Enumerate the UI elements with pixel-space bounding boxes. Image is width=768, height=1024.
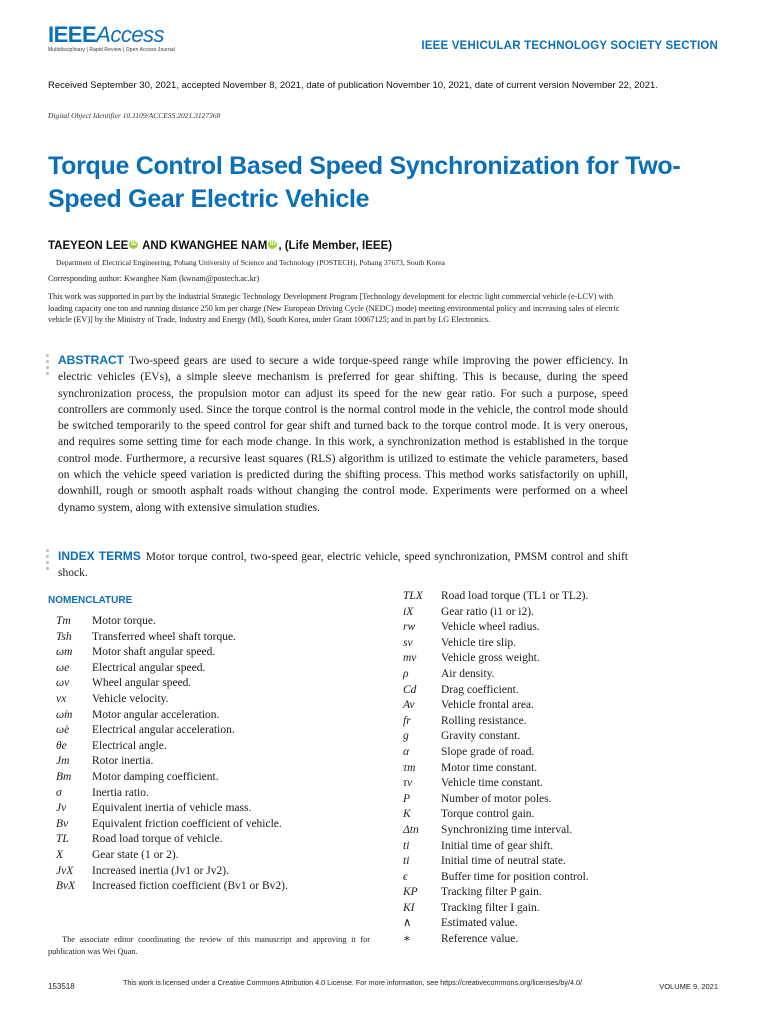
nomenclature-description: Slope grade of road. — [441, 745, 535, 758]
nomenclature-row — [403, 854, 589, 870]
nomenclature-symbol: ti — [403, 839, 410, 852]
nomenclature-symbol: K — [403, 808, 411, 821]
nomenclature-symbol: fr — [403, 714, 411, 727]
logo-tagline: Multidisciplinary | Rapid Review | Open Access Journal — [48, 47, 175, 53]
nomenclature-description: Equivalent friction coefficient of vehicle. — [92, 817, 282, 830]
nomenclature-symbol: ω̇m — [56, 708, 73, 721]
nomenclature-description: Gravity constant. — [441, 730, 521, 743]
nomenclature-description: Vehicle tire slip. — [441, 636, 517, 649]
nomenclature-row — [56, 630, 288, 646]
nomenclature-row — [403, 885, 589, 901]
nomenclature-row — [56, 754, 288, 770]
nomenclature-description: Tracking filter I gain. — [441, 901, 540, 914]
nomenclature-row — [403, 823, 589, 839]
nomenclature-row — [56, 614, 288, 630]
nomenclature-row — [403, 714, 589, 730]
nomenclature-description: Increased fiction coefficient (Bv1 or Bv2). — [92, 880, 288, 893]
nomenclature-row — [403, 620, 589, 636]
nomenclature-left-column — [56, 614, 288, 895]
funding-statement: This work was supported in part by the Industrial Strategic Technology Development Program [Technology development for electric light commercial vehicle (e-LCV) with loading capacity one ton and running distance 250 km per charge (New European Driving Cycle (NEDC) mode) meeting environmental policy and increasing sales of electric vehicle (EV)] by the Ministry of Trade, Industry and Energy (MI), South Korea, under Grant 10067125; and in part by LG Electronics. — [48, 292, 620, 324]
logo-wordmark: IEEEAccess — [48, 22, 165, 47]
publication-dates: Received September 30, 2021, accepted November 8, 2021, date of publication November 10, 2021, date of current version November 22, 2021. — [48, 80, 658, 91]
nomenclature-description: Synchronizing time interval. — [441, 823, 573, 836]
nomenclature-description: Motor torque. — [92, 615, 156, 627]
section-label: IEEE VEHICULAR TECHNOLOGY SOCIETY SECTION — [421, 40, 718, 52]
nomenclature-row — [403, 698, 589, 714]
nomenclature-symbol: TLX — [403, 590, 423, 602]
nomenclature-row — [56, 848, 288, 864]
nomenclature-description: Drag coefficient. — [441, 683, 519, 696]
nomenclature-symbol: α — [403, 745, 410, 758]
nomenclature-row — [403, 901, 589, 917]
author-conjunction: AND — [139, 240, 171, 252]
nomenclature-symbol: sv — [403, 636, 413, 649]
paper-title: Torque Control Based Speed Synchronization for Two-Speed Gear Electric Vehicle — [48, 152, 681, 213]
nomenclature-description: Number of motor poles. — [441, 792, 552, 805]
nomenclature-description: Rotor inertia. — [92, 755, 154, 768]
nomenclature-description: Vehicle velocity. — [92, 692, 169, 705]
nomenclature-symbol: Δtn — [403, 823, 419, 836]
nomenclature-symbol: P — [403, 792, 411, 805]
nomenclature-description: Vehicle time constant. — [441, 777, 543, 790]
nomenclature-row — [56, 661, 288, 677]
index-terms-text: Motor torque control, two-speed gear, electric vehicle, speed synchronization, PMSM control and shift shock. — [58, 551, 628, 580]
abstract-text: Two-speed gears are used to secure a wide torque-speed range while improving the power efficiency. In electric vehicles (EVs), a simple sleeve mechanism is preferred for gear shifting. This is because, during the speed synchronization process, the propulsion motor can adjust its speed for the new gear ratio. For such a purpose, speed controllers are commonly used. Since the torque control is the normal control mode in the vehicle, the control mode should be switched temporarily to the speed control for gear shift and turned back to the torque control mode. It is very onerous, and requires some setting time for each mode change. In this work, a synchronization method is established in the torque control mode. Furthermore, a recursive least squares (RLS) algorithm is utilized to estimate the vehicle parameters, based on which the vehicle speed variation is predicted during the shifting process. This method works satisfactorily on uphill, downhill, rough or smooth asphalt roads without changing the control mode. Experiments were performed on a wheel dynamo system, along with extensive simulation studies. — [58, 355, 628, 514]
nomenclature-symbol: θe — [56, 739, 67, 752]
nomenclature-description: Reference value. — [441, 933, 519, 946]
nomenclature-row — [403, 807, 589, 823]
journal-logo — [48, 24, 175, 53]
nomenclature-description: Torque control gain. — [441, 808, 535, 821]
nomenclature-row — [56, 801, 288, 817]
editor-footnote: The associate editor coordinating the review of this manuscript and approving it for publication was Wei Quan. — [48, 935, 370, 956]
nomenclature-description: Estimated value. — [441, 917, 518, 930]
nomenclature-description: Road load torque (TL1 or TL2). — [441, 590, 589, 602]
nomenclature-row — [403, 589, 589, 605]
author-list — [48, 240, 392, 252]
nomenclature-description: Transferred wheel shaft torque. — [92, 630, 236, 643]
nomenclature-description: Motor shaft angular speed. — [92, 646, 216, 659]
nomenclature-description: Electrical angular speed. — [92, 661, 206, 674]
nomenclature-description: Initial time of neutral state. — [441, 855, 566, 868]
nomenclature-row — [403, 683, 589, 699]
nomenclature-symbol: ti — [403, 855, 410, 868]
nomenclature-description: Buffer time for position control. — [441, 870, 589, 883]
nomenclature-symbol: TL — [56, 833, 69, 846]
nomenclature-row — [403, 651, 589, 667]
nomenclature-row — [56, 864, 288, 880]
nomenclature-symbol: Jm — [56, 755, 70, 768]
nomenclature-description: Increased inertia (Jv1 or Jv2). — [92, 864, 229, 877]
nomenclature-heading: NOMENCLATURE — [48, 595, 133, 606]
nomenclature-symbol: KI — [403, 901, 415, 914]
nomenclature-symbol: BvX — [56, 880, 76, 893]
nomenclature-description: Air density. — [441, 667, 495, 680]
nomenclature-description: Vehicle frontal area. — [441, 699, 534, 712]
nomenclature-row — [403, 667, 589, 683]
abstract-heading: ABSTRACT — [58, 353, 124, 367]
nomenclature-description: Rolling resistance. — [441, 714, 527, 727]
doi[interactable]: Digital Object Identifier 10.1109/ACCESS.2021.3127368 — [48, 111, 221, 120]
nomenclature-description: Motor damping coefficient. — [92, 770, 219, 783]
nomenclature-symbol: Tm — [56, 615, 71, 627]
nomenclature-row — [56, 645, 288, 661]
nomenclature-description: Gear state (1 or 2). — [92, 848, 179, 861]
nomenclature-row — [403, 916, 589, 932]
nomenclature-row — [403, 932, 589, 948]
nomenclature-symbol: τm — [403, 761, 416, 774]
nomenclature-description: Motor time constant. — [441, 761, 538, 774]
page-number: 153518 — [48, 982, 75, 991]
orcid-icon[interactable]: iD — [269, 241, 276, 247]
nomenclature-row — [56, 879, 288, 895]
nomenclature-symbol: τv — [403, 777, 413, 790]
nomenclature-symbol: iX — [403, 605, 414, 618]
nomenclature-description: Vehicle gross weight. — [441, 652, 540, 665]
nomenclature-description: Initial time of gear shift. — [441, 839, 554, 852]
nomenclature-symbol: ωe — [56, 661, 70, 674]
author-suffix: , (Life Member, IEEE) — [278, 240, 393, 252]
nomenclature-symbol: vx — [56, 692, 67, 705]
index-terms-heading: INDEX TERMS — [58, 549, 141, 563]
nomenclature-description: Gear ratio (i1 or i2). — [441, 605, 534, 618]
orcid-icon[interactable]: iD — [130, 241, 137, 247]
license-notice[interactable]: This work is licensed under a Creative Commons Attribution 4.0 License. For more information, see https://creativecommons.org/licenses/by/4.0/ — [123, 978, 583, 987]
nomenclature-row — [56, 786, 288, 802]
nomenclature-row — [56, 692, 288, 708]
nomenclature-row — [403, 839, 589, 855]
nomenclature-row — [56, 770, 288, 786]
nomenclature-symbol: Bm — [56, 770, 72, 783]
nomenclature-symbol: Cd — [403, 683, 417, 696]
nomenclature-row — [56, 817, 288, 833]
nomenclature-symbol: Av — [403, 699, 415, 712]
nomenclature-row — [56, 832, 288, 848]
nomenclature-description: Tracking filter P gain. — [441, 886, 542, 899]
corresponding-author: Corresponding author: Kwanghee Nam (kwnam@postech.ac.kr) — [48, 274, 260, 283]
nomenclature-description: Equivalent inertia of vehicle mass. — [92, 802, 252, 815]
nomenclature-symbol: Jv — [56, 802, 67, 815]
nomenclature-description: Vehicle wheel radius. — [441, 621, 540, 634]
nomenclature-row — [403, 776, 589, 792]
nomenclature-row — [403, 729, 589, 745]
nomenclature-description: Wheel angular speed. — [92, 677, 192, 690]
nomenclature-symbol: X — [56, 848, 64, 861]
affiliation: Department of Electrical Engineering, Pohang University of Science and Technology (POSTECH), Pohang 37673, South Korea — [56, 258, 445, 267]
nomenclature-symbol: mv — [403, 652, 417, 665]
nomenclature-row — [403, 870, 589, 886]
nomenclature-description: Electrical angle. — [92, 739, 167, 752]
nomenclature-row — [56, 723, 288, 739]
nomenclature-symbol: ωm — [56, 646, 73, 659]
nomenclature-row — [403, 636, 589, 652]
nomenclature-row — [56, 739, 288, 755]
nomenclature-row — [403, 792, 589, 808]
nomenclature-description: Electrical angular acceleration. — [92, 724, 235, 737]
nomenclature-symbol: rw — [403, 621, 416, 634]
nomenclature-symbol: ϵ — [403, 870, 408, 883]
section-marker-icon — [46, 549, 50, 573]
nomenclature-symbol: KP — [403, 886, 418, 899]
nomenclature-right-column — [403, 589, 589, 948]
index-terms — [58, 548, 628, 582]
author-name[interactable]: TAEYEON LEE — [48, 240, 129, 252]
nomenclature-row — [56, 708, 288, 724]
nomenclature-symbol: ω̇e — [56, 724, 70, 737]
nomenclature-description: Motor angular acceleration. — [92, 708, 220, 721]
nomenclature-symbol: g — [403, 730, 409, 743]
nomenclature-symbol: Bv — [56, 817, 69, 830]
nomenclature-symbol: Tsh — [56, 630, 72, 643]
nomenclature-row — [56, 676, 288, 692]
nomenclature-symbol: ∧ — [403, 917, 412, 930]
nomenclature-description: Road load torque of vehicle. — [92, 833, 223, 846]
section-marker-icon — [46, 354, 50, 378]
abstract — [58, 352, 628, 516]
author-name[interactable]: KWANGHEE NAM — [170, 240, 268, 252]
volume-label: VOLUME 9, 2021 — [659, 982, 718, 991]
nomenclature-row — [403, 745, 589, 761]
nomenclature-symbol: JvX — [56, 864, 74, 877]
nomenclature-row — [403, 605, 589, 621]
nomenclature-row — [403, 761, 589, 777]
nomenclature-symbol: σ — [56, 786, 62, 799]
nomenclature-symbol: ωv — [56, 677, 70, 690]
nomenclature-symbol: ρ — [403, 667, 409, 680]
nomenclature-description: Inertia ratio. — [92, 786, 149, 799]
nomenclature-symbol: ∗ — [403, 933, 411, 946]
